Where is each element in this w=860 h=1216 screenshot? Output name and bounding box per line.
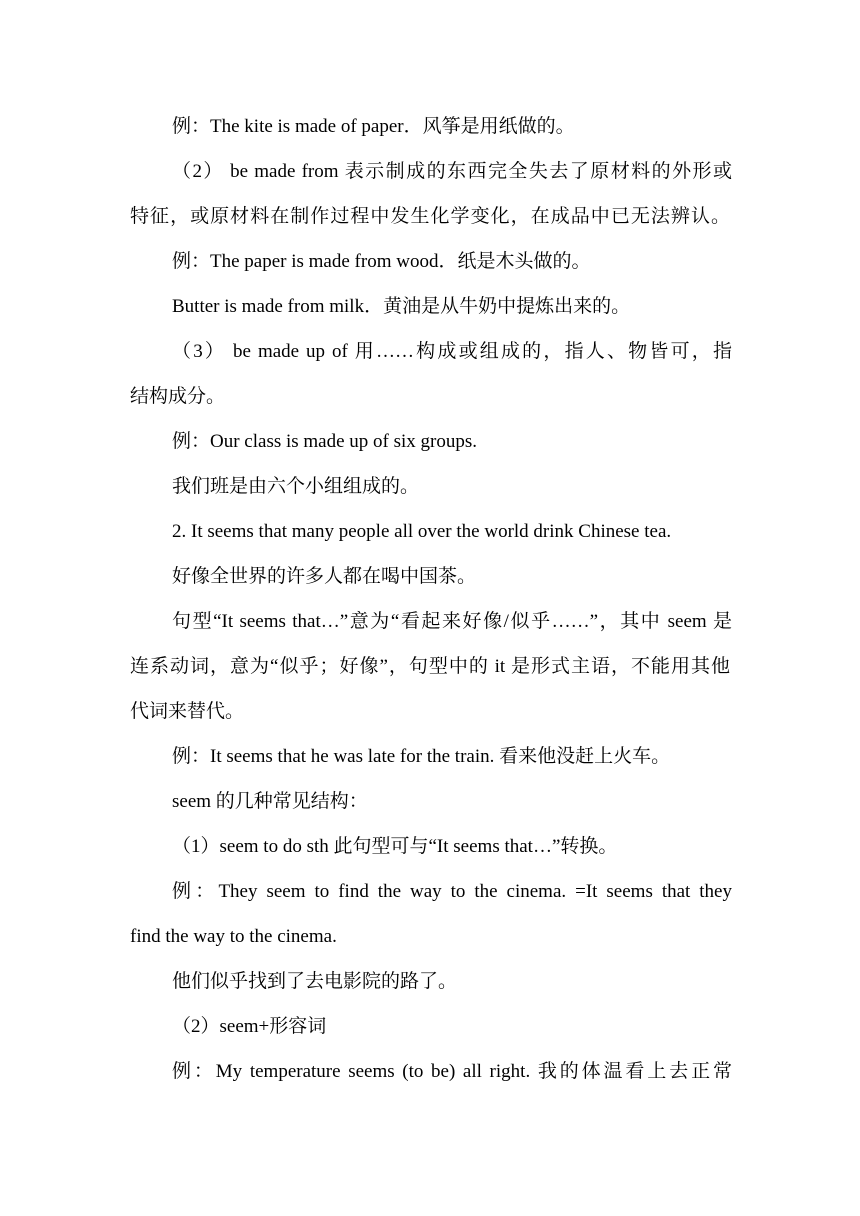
text-line: 连系动词，意为“似乎；好像”，句型中的 it 是形式主语，不能用其他 (130, 656, 730, 677)
text-line: 特征，或原材料在制作过程中发生化学变化，在成品中已无法辨认。 (130, 206, 730, 227)
text-line: seem 的几种常见结构： (172, 791, 368, 812)
text-line: 我们班是由六个小组组成的。 (172, 476, 420, 497)
text-line: 代词来替代。 (130, 701, 245, 722)
text-line: 例：It seems that he was late for the train. 看来他没赶上火车。 (172, 746, 671, 767)
text-line: 例：My temperature seems (to be) all right. 我的体温看上去正常 (172, 1061, 732, 1082)
text-line: 例：The paper is made from wood．纸是木头做的。 (172, 251, 591, 272)
text-line: 例：They seem to find the way to the cinema. =It seems that they (172, 881, 732, 902)
text-line: 2. It seems that many people all over the world drink Chinese tea. (172, 521, 672, 542)
text-line: 句型“It seems that…”意为“看起来好像/似乎……”，其中 seem 是 (172, 611, 732, 632)
text-line: 例：The kite is made of paper．风筝是用纸做的。 (172, 116, 575, 137)
text-line: （2）seem+形容词 (172, 1016, 327, 1037)
text-line: 结构成分。 (130, 386, 226, 407)
text-line: （2） be made from 表示制成的东西完全失去了原材料的外形或 (172, 161, 732, 182)
text-line: find the way to the cinema. (130, 926, 337, 947)
text-line: Butter is made from milk．黄油是从牛奶中提炼出来的。 (172, 296, 631, 317)
text-line: 好像全世界的许多人都在喝中国茶。 (172, 566, 477, 587)
text-line: （1）seem to do sth 此句型可与“It seems that…”转换。 (172, 836, 618, 857)
text-line: 他们似乎找到了去电影院的路了。 (172, 971, 458, 992)
text-line: 例：Our class is made up of six groups. (172, 431, 478, 452)
text-line: （3） be made up of 用……构成或组成的，指人、物皆可，指 (172, 341, 732, 362)
